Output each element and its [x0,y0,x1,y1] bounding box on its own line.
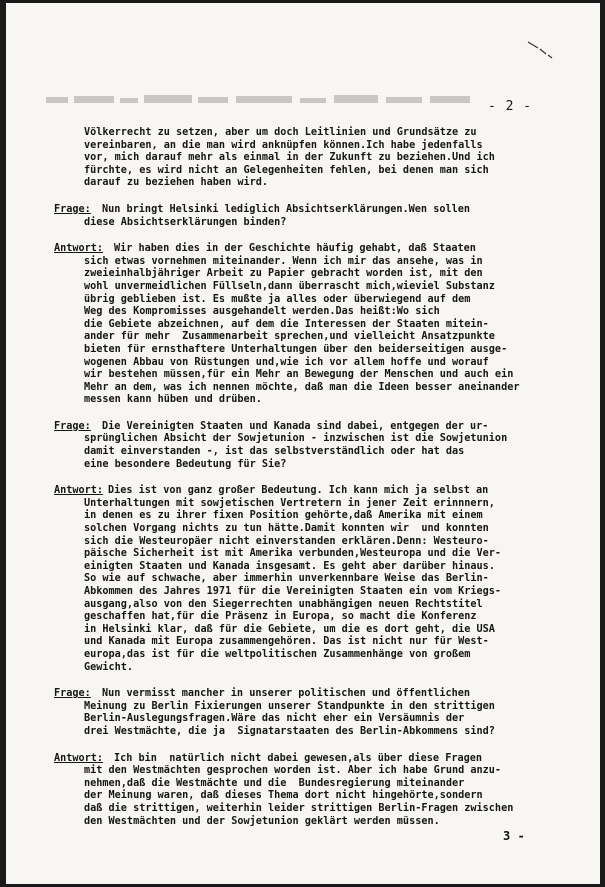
speaker-label-answer: Antwort: [54,243,104,255]
page-number: - 2 - [488,99,533,114]
text-line: Nun vermisst mancher in unserer politischen und öffentlichen [102,688,471,700]
text-line: diese Absichtserklärungen binden? [84,216,287,228]
text-line: Wir haben dies in der Geschichte häufig gehabt, daß Staaten [114,243,476,255]
text-line: Gewicht. [84,661,134,673]
text-line: wir bestehen müssen,für ein Mehr an Bewegung der Menschen und auch ein [84,369,514,381]
speaker-label-question: Frage: [54,688,91,700]
text-line: in denen es zu ihrer fixen Position gehörte,daß Amerika mit einem [84,510,483,522]
text-line: daß die strittigen, weiterhin leider strittigen Berlin-Fragen zwischen [84,802,514,814]
text-line: fürchte, es wird nicht an Gelegenheiten fehlen, bei denen man sich [84,164,489,176]
text-line: darauf zu beziehen haben wird. [84,177,269,189]
text-line: päische Sicherheit ist mit Amerika verbunden,Westeuropa und die Ver- [84,548,502,560]
text-line: den Westmächten und der Sowjetunion geklärt werden müssen. [84,815,440,827]
text-line: europa,das ist für die weltpolitischen Zusammenhänge von großem [84,648,471,660]
text-line: So wie auf schwache, aber immerhin unverkennbare Weise das Berlin- [84,573,489,585]
text-line: der Meinung waren, daß dieses Thema dort nicht hingehörte,sondern [84,790,483,802]
answer-block [54,243,594,407]
text-line: Dies ist von ganz großer Bedeutung. Ich kann mich ja selbst an [108,485,489,497]
answer-block [54,753,594,829]
text-line: mit den Westmächten gesprochen worden ist. Aber ich habe Grund anzu- [84,765,502,777]
answer-block [54,485,594,674]
text-line: Die Vereinigten Staaten und Kanada sind dabei, entgegen der ur- [102,420,489,432]
next-page-marker: 3 - [503,829,525,843]
text-line: sprünglichen Absicht der Sowjetunion - inzwischen ist die Sowjetunion [84,433,508,445]
text-line: solchen Vorgang nichts zu tun hätte.Damit konnten wir und konnten [84,523,489,535]
scan-artifact-mark [526,39,556,59]
text-line: zweieinhalbjähriger Arbeit zu Papier gebracht worden ist, mit den [84,268,483,280]
text-line: wogenen Abbau von Rüstungen und,wie ich vor allem hoffe und worauf [84,356,489,368]
text-line: Weg des Kompromisses ausgehandelt werden.Das heißt:Wo sich [84,306,440,318]
text-line: die Gebiete abzeichnen, auf dem die Interessen der Staaten mitein- [84,318,489,330]
text-line: Ich bin natürlich nicht dabei gewesen,als über diese Fragen [114,752,483,764]
text-line: ander für mehr Zusammenarbeit sprechen,und vielleicht Ansatzpunkte [84,331,495,343]
text-line: damit einverstanden -, ist das selbstverständlich oder hat das [84,446,465,458]
text-line: vereinbaren, an die man wird anknüpfen können.Ich habe jedenfalls [84,139,483,151]
speaker-label-question: Frage: [54,420,91,432]
speaker-label-answer: Antwort: [54,752,104,764]
text-line: sich etwas vornehmen miteinander. Wenn ich mir das ansehe, was in [84,255,483,267]
text-line: und Kanada mit Europa zusammengehören. Das ist nicht nur für West- [84,636,489,648]
text-line: bieten für ernsthaftere Unterhaltungen über den beiderseitigen ausge- [84,343,508,355]
text-line: Unterhaltungen mit sowjetischen Vertretern in jener Zeit erinnnern, [84,497,495,509]
text-line: drei Westmächte, die ja Signatarstaaten des Berlin-Abkommens sind? [84,725,495,737]
question-block [54,421,594,471]
speaker-label-answer: Antwort: [54,485,104,497]
question-block [54,688,594,738]
question-block [54,204,594,229]
text-line: vor, mich darauf mehr als einmal in der Zukunft zu beziehen.Und ich [84,152,495,164]
text-line: Mehr an dem, was ich nennen möchte, daß man die Ideen besser aneinander [84,381,520,393]
text-line: wohl unvermeidlichen Füllseln,dann überrascht mich,wieviel Substanz [84,280,495,292]
text-line: Berlin-Auslegungsfragen.Wäre das nicht eher ein Versäumnis der [84,713,465,725]
text-line: in Helsinki klar, daß für die Gebiete, um die es dort geht, die USA [84,623,495,635]
text-line: geschaffen hat,für die Präsenz in Europa, so macht die Konferenz [84,611,477,623]
text-block-intro [54,127,594,190]
text-line: Völkerrecht zu setzen, aber um doch Leitlinien und Grundsätze zu [84,127,477,138]
text-line: einigten Staaten und Kanada insgesamt. Es geht aber darüber hinaus. [84,560,495,572]
text-line: ausgang,also von den Siegerrechten unabhängigen neuen Rechtstitel [84,598,483,610]
text-line: Nun bringt Helsinki lediglich Absichtserklärungen.Wen sollen [102,203,471,215]
text-line: sich die Westeuropäer nicht einverstanden erklären.Denn: Westeuro- [84,535,489,547]
speaker-label-question: Frage: [54,203,91,215]
text-line: nehmen,daß die Westmächte und die Bundesregierung miteinander [84,777,465,789]
document-page [6,3,600,884]
text-line: übrig geblieben ist. Es mußte ja alles oder überwiegend auf dem [84,293,471,305]
interview-transcript [54,127,594,842]
text-line: Meinung zu Berlin Fixierungen unserer Standpunkte in den strittigen [84,700,495,712]
text-line: Abkommen des Jahres 1971 für die Vereinigten Staaten ein vom Kriegs- [84,586,502,597]
faded-header-text [46,91,476,109]
text-line: eine besondere Bedeutung für Sie? [84,458,287,470]
text-line: messen kann hüben und drüben. [84,394,262,406]
